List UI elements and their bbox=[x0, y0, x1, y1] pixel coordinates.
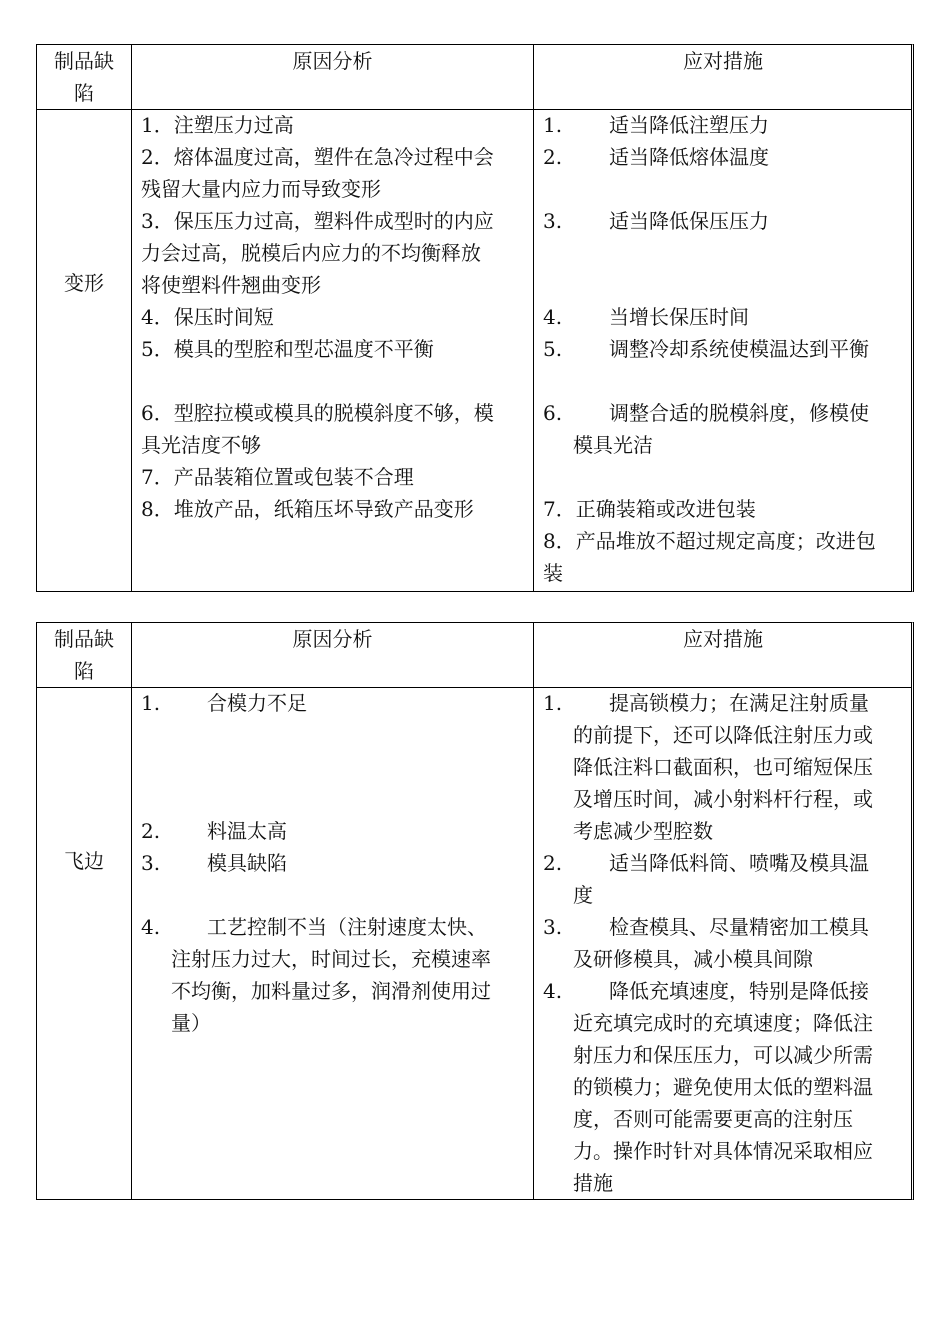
measure-line: 措施 bbox=[573, 1171, 613, 1195]
measure-line: 的锁模力；避免使用太低的塑料温 bbox=[573, 1075, 873, 1099]
measure-line: 射压力和保压压力，可以减少所需 bbox=[573, 1043, 873, 1067]
measure-line: 考虑减少型腔数 bbox=[573, 819, 713, 843]
measure-line: 3. 适当降低保压压力 bbox=[543, 209, 769, 233]
cause-line: 4. 工艺控制不当（注射速度太快、 bbox=[141, 915, 487, 939]
measure-list bbox=[543, 109, 909, 589]
measure-line: 2. 适当降低料筒、喷嘴及模具温 bbox=[543, 851, 869, 875]
header-defect: 制品缺 陷 bbox=[54, 627, 114, 683]
measure-line: 近充填完成时的充填速度；降低注 bbox=[573, 1011, 873, 1035]
cause-line: 5．模具的型腔和型芯温度不平衡 bbox=[141, 337, 434, 361]
measure-line: 6. 调整合适的脱模斜度，修模使 bbox=[543, 401, 869, 425]
cause-line: 6．型腔拉模或模具的脱模斜度不够，模 bbox=[141, 401, 494, 425]
measure-line: 及研修模具，减小模具间隙 bbox=[573, 947, 813, 971]
column-divider bbox=[131, 45, 132, 591]
header-defect: 制品缺 陷 bbox=[54, 49, 114, 105]
measure-line: 4. 降低充填速度，特别是降低接 bbox=[543, 979, 869, 1003]
measure-line: 1. 适当降低注塑压力 bbox=[543, 113, 769, 137]
measure-line: 的前提下，还可以降低注射压力或 bbox=[573, 723, 873, 747]
measure-line: 3. 检查模具、尽量精密加工模具 bbox=[543, 915, 869, 939]
measure-line: 模具光洁 bbox=[573, 433, 653, 457]
header-measure: 应对措施 bbox=[683, 627, 763, 651]
cause-line: 1．注塑压力过高 bbox=[141, 113, 294, 137]
measure-line: 装 bbox=[543, 561, 563, 585]
measure-line: 1. 提高锁模力；在满足注射质量 bbox=[543, 691, 869, 715]
column-divider bbox=[533, 45, 534, 591]
cause-line: 3. 模具缺陷 bbox=[141, 851, 287, 875]
measure-line: 力。操作时针对具体情况采取相应 bbox=[573, 1139, 873, 1163]
measure-line: 及增压时间，减小射料杆行程，或 bbox=[573, 787, 873, 811]
defect-name: 变形 bbox=[64, 271, 104, 295]
column-divider bbox=[131, 623, 132, 1199]
measure-list bbox=[543, 687, 909, 1197]
measure-line: 4. 当增长保压时间 bbox=[543, 305, 749, 329]
cause-line: 将使塑料件翘曲变形 bbox=[141, 273, 321, 297]
cause-line: 8．堆放产品，纸箱压坏导致产品变形 bbox=[141, 497, 474, 521]
measure-line: 5. 调整冷却系统使模温达到平衡 bbox=[543, 337, 869, 361]
defect-name: 飞边 bbox=[64, 849, 104, 873]
cause-line: 2. 料温太高 bbox=[141, 819, 287, 843]
cause-list bbox=[141, 109, 531, 589]
defect-table-flash bbox=[36, 622, 914, 1200]
measure-line: 7．正确装箱或改进包装 bbox=[543, 497, 756, 521]
cause-line: 不均衡，加料量过多，润滑剂使用过 bbox=[171, 979, 491, 1003]
cause-list bbox=[141, 687, 531, 1197]
measure-line: 8．产品堆放不超过规定高度；改进包 bbox=[543, 529, 876, 553]
cause-line: 1. 合模力不足 bbox=[141, 691, 307, 715]
cause-line: 7．产品装箱位置或包装不合理 bbox=[141, 465, 414, 489]
defect-table-deformation bbox=[36, 44, 914, 592]
cause-line: 2．熔体温度过高，塑件在急冷过程中会 bbox=[141, 145, 494, 169]
measure-line: 降低注料口截面积，也可缩短保压 bbox=[573, 755, 873, 779]
header-measure: 应对措施 bbox=[683, 49, 763, 73]
measure-line: 度，否则可能需要更高的注射压 bbox=[573, 1107, 853, 1131]
measure-line: 2. 适当降低熔体温度 bbox=[543, 145, 769, 169]
cause-line: 残留大量内应力而导致变形 bbox=[141, 177, 381, 201]
cause-line: 力会过高，脱模后内应力的不均衡释放 bbox=[141, 241, 481, 265]
header-cause: 原因分析 bbox=[292, 627, 373, 651]
cause-line: 3．保压压力过高，塑料件成型时的内应 bbox=[141, 209, 494, 233]
cause-line: 具光洁度不够 bbox=[141, 433, 261, 457]
column-divider bbox=[533, 623, 534, 1199]
cause-line: 量） bbox=[171, 1011, 211, 1035]
cause-line: 4．保压时间短 bbox=[141, 305, 274, 329]
header-cause: 原因分析 bbox=[292, 49, 373, 73]
cause-line: 注射压力过大，时间过长，充模速率 bbox=[171, 947, 491, 971]
measure-line: 度 bbox=[573, 883, 593, 907]
